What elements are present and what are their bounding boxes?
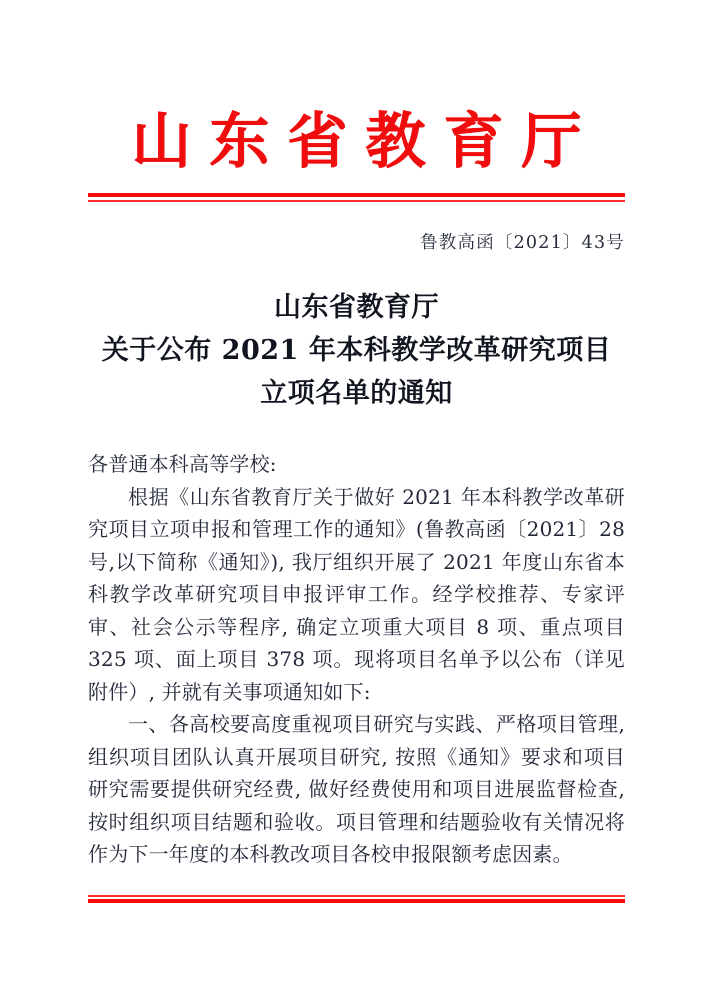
salutation: 各普通本科高等学校: xyxy=(88,452,277,476)
red-rule-thick xyxy=(88,899,625,903)
document-number-row xyxy=(88,229,625,254)
document-body xyxy=(88,448,625,871)
masthead-red-rule-top xyxy=(88,193,625,202)
title-line-3: 立项名单的通知 xyxy=(260,378,453,409)
footer-red-rule-bottom xyxy=(88,895,625,903)
document-number: 鲁教高函〔2021〕43号 xyxy=(420,233,625,253)
title-line-2: 关于公布 2021 年本科教学改革研究项目 xyxy=(101,335,612,366)
red-rule-thin xyxy=(88,200,625,202)
document-title xyxy=(88,286,625,415)
masthead xyxy=(0,107,713,177)
body-paragraph-2: 一、各高校要高度重视项目研究与实践、严格项目管理, 组织项目团队认真开展项目研究, 按照《通知》要求和项目研究需要提供研究经费, 做好经费使用和项目进展监督检查, 按时组织项目结题和验收。项目管理和结题验收有关情况将作为下一年度的本科教改项目各校申报限额考虑因素。 xyxy=(88,712,625,866)
body-paragraph-1: 根据《山东省教育厅关于做好 2021 年本科教学改革研究项目立项申报和管理工作的通知》(鲁教高函〔2021〕28 号,以下简称《通知》), 我厅组织开展了 2021 年度山东省本科教学改革研究项目申报评审工作。经学校推荐、专家评审、社会公示等程序, 确定立项重大项目 8 项、重点项目 325 项、面上项目 378 项。现将项目名单予以公布（详见附件）, 并就有关事项通知如下: xyxy=(88,484,625,704)
masthead-agency-name: 山东省教育厅 xyxy=(131,107,600,177)
title-line-1: 山东省教育厅 xyxy=(274,292,439,323)
